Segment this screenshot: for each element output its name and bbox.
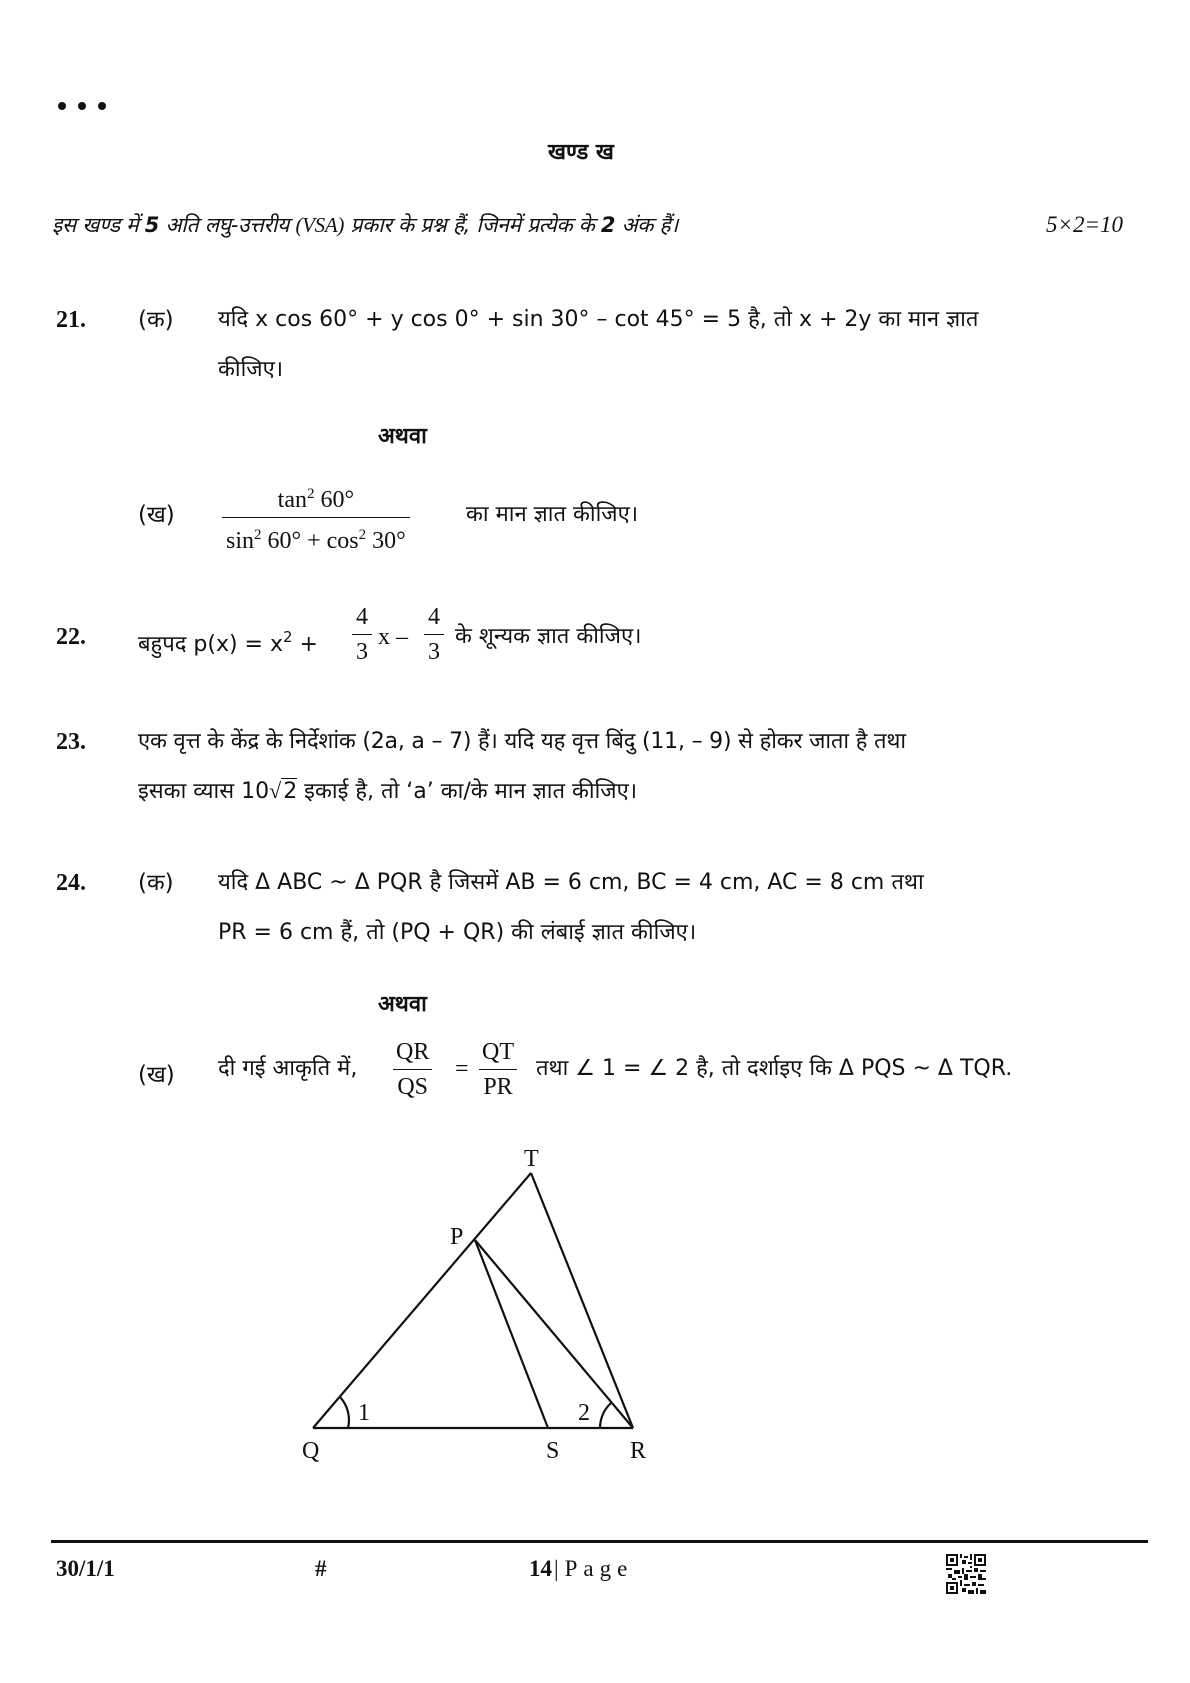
- q24a-line1: यदि Δ ABC ~ Δ PQR है जिसमें AB = 6 cm, BC = 4 cm, AC = 8 cm तथा: [218, 870, 924, 895]
- marks-each: 2: [600, 213, 616, 237]
- hash-mark: #: [315, 1556, 327, 1581]
- q24b-fraction-1: $\frac{QR}{QS}$: [392, 1038, 433, 1101]
- q22-text: बहुपद $p(x) = x^2$ +: [138, 628, 318, 657]
- subpart-label-a: (क): [138, 870, 174, 896]
- paper-code: 30/1/1: [56, 1556, 115, 1581]
- question-number-23: 23.: [56, 729, 86, 755]
- subpart-label-a: (क): [138, 307, 174, 333]
- instruction-text: अंक हैं।: [615, 213, 679, 237]
- fraction-denominator: $\sin^2 60^\circ + \cos^2 30^\circ$: [222, 517, 410, 555]
- page-word: Page: [564, 1556, 634, 1581]
- segment-PS: [475, 1240, 548, 1428]
- instruction-text: प्रकार के प्रश्न हैं, जिनमें प्रत्येक के: [344, 213, 601, 237]
- q22-fraction-2: $\frac{4}{3}$: [424, 603, 444, 666]
- question-number-21: 21.: [56, 307, 86, 333]
- question-number-22: 22.: [56, 624, 86, 650]
- instruction-text: इस खण्ड में: [52, 213, 145, 237]
- q21a-line1: यदि x cos 60° + y cos 0° + sin 30° – cot 45° = 5 है, तो x + 2y का मान ज्ञात: [218, 307, 979, 332]
- q22-middle: x –: [378, 624, 408, 650]
- angle-label-2: 2: [578, 1400, 590, 1426]
- page-indicator: 14| Page: [529, 1556, 634, 1581]
- angle-2-arc: [600, 1403, 611, 1428]
- question-number-24: 24.: [56, 870, 86, 896]
- point-label-Q: Q: [302, 1438, 320, 1464]
- or-separator: अथवा: [378, 424, 427, 449]
- equals-sign: =: [455, 1056, 469, 1082]
- subpart-label-b: (ख): [138, 502, 175, 528]
- q24b-post: तथा ∠ 1 = ∠ 2 है, तो दर्शाइए कि Δ PQS ~ Δ TQR.: [536, 1056, 1013, 1081]
- point-label-R: R: [630, 1438, 647, 1464]
- q21b-text: का मान ज्ञात कीजिए।: [466, 502, 639, 527]
- segment-PR: [475, 1240, 633, 1428]
- q23-line2: इसका व्यास 10√2 इकाई है, तो ‘a’ का/के मान ज्ञात कीजिए।: [138, 778, 638, 804]
- vsa-label: (VSA): [295, 213, 345, 237]
- q23-line1: एक वृत्त के केंद्र के निर्देशांक (2a, a – 7) हैं। यदि यह वृत्त बिंदु (11, – 9) से होकर जाता है तथा: [138, 729, 906, 754]
- q22-fraction-1: $\frac{4}{3}$: [352, 603, 372, 666]
- point-label-P: P: [450, 1224, 464, 1250]
- q21a-line2: कीजिए।: [218, 357, 284, 382]
- angle-label-1: 1: [358, 1400, 370, 1426]
- q22-tail: के शून्यक ज्ञात कीजिए।: [455, 624, 642, 649]
- angle-1-arc: [340, 1397, 349, 1428]
- qr-code-icon: [946, 1554, 986, 1594]
- fraction-numerator: $\tan^2 60^\circ$: [277, 486, 355, 513]
- point-label-T: T: [524, 1146, 539, 1172]
- q24b-fraction-2: $\frac{QT}{PR}$: [478, 1038, 518, 1101]
- segment-TR: [531, 1173, 633, 1428]
- or-separator: अथवा: [378, 992, 427, 1017]
- section-title: खण्ड ख: [548, 140, 614, 165]
- marks-formula: 5×2=10: [1046, 212, 1124, 237]
- point-label-S: S: [546, 1438, 560, 1464]
- q24b-pre: दी गई आकृति में,: [218, 1056, 358, 1081]
- footer-rule: [51, 1540, 1148, 1543]
- instruction-text: अति लघु-उत्तरीय: [159, 213, 296, 237]
- q24a-line2: PR = 6 cm हैं, तो (PQ + QR) की लंबाई ज्ञात कीजिए।: [218, 920, 697, 945]
- subpart-label-b: (ख): [138, 1062, 175, 1088]
- page-number: 14: [529, 1556, 552, 1581]
- question-count: 5: [144, 213, 160, 237]
- sqrt-radicand: 2: [283, 779, 298, 804]
